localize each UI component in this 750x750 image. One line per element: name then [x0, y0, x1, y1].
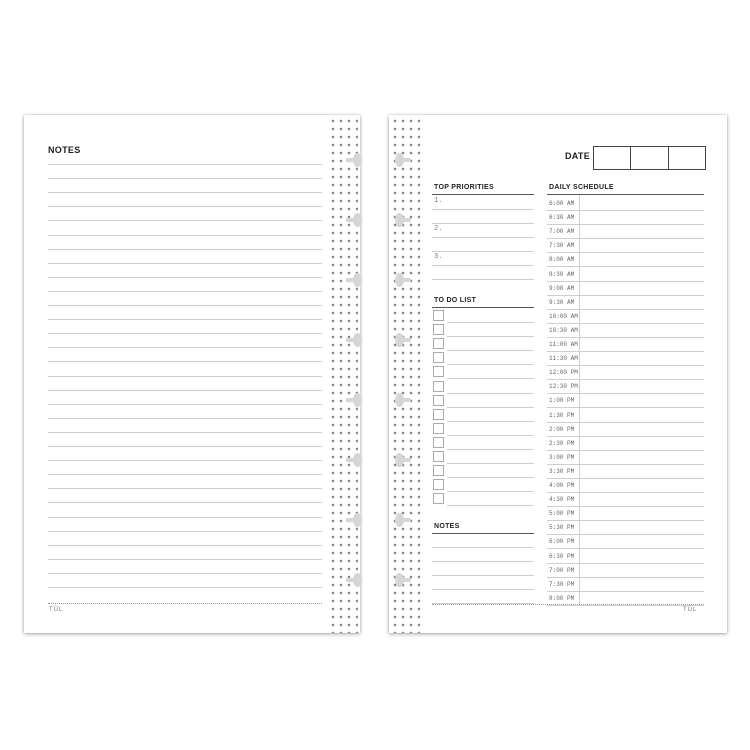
- dot-grid-margin: [328, 115, 358, 633]
- schedule-time: 3:00 PM: [549, 453, 575, 461]
- schedule-line[interactable]: [547, 520, 704, 521]
- to-do-checkbox[interactable]: [433, 479, 444, 490]
- disc-slot: [346, 213, 362, 227]
- ruled-line[interactable]: [48, 333, 322, 334]
- disc-slot: [346, 453, 362, 467]
- daily-schedule-heading: DAILY SCHEDULE: [549, 184, 614, 191]
- ruled-line[interactable]: [48, 376, 322, 377]
- to-do-checkbox[interactable]: [433, 423, 444, 434]
- schedule-line[interactable]: [547, 407, 704, 408]
- schedule-line[interactable]: [547, 422, 704, 423]
- to-do-list-heading: TO DO LIST: [434, 297, 477, 304]
- priority-line[interactable]: [432, 279, 534, 280]
- schedule-line[interactable]: [547, 393, 704, 394]
- schedule-line[interactable]: [547, 478, 704, 479]
- schedule-line[interactable]: [547, 281, 704, 282]
- ruled-line[interactable]: [48, 164, 322, 165]
- to-do-line[interactable]: [447, 491, 534, 492]
- schedule-time: 11:00 AM: [549, 341, 578, 348]
- schedule-line[interactable]: [547, 464, 704, 465]
- schedule-time: 10:00 AM: [549, 312, 578, 320]
- disc-slot: [395, 453, 411, 467]
- priority-number: 1.: [434, 197, 443, 205]
- priority-line[interactable]: [432, 209, 534, 210]
- ruled-line[interactable]: [48, 235, 322, 236]
- schedule-line[interactable]: [547, 450, 704, 451]
- schedule-time: 4:30 PM: [549, 496, 575, 504]
- to-do-checkbox[interactable]: [433, 338, 444, 349]
- to-do-checkbox[interactable]: [433, 493, 444, 504]
- notes-section-rule: [432, 533, 534, 534]
- ruled-line[interactable]: [48, 319, 322, 320]
- to-do-line[interactable]: [447, 350, 534, 351]
- schedule-line[interactable]: [547, 379, 704, 380]
- schedule-time: 4:00 PM: [549, 482, 575, 489]
- schedule-time: 9:30 AM: [549, 298, 575, 306]
- to-do-line[interactable]: [447, 421, 534, 422]
- schedule-time: 7:30 PM: [549, 580, 575, 588]
- priority-line[interactable]: [432, 223, 534, 224]
- disc-slot: [346, 333, 362, 347]
- ruled-line[interactable]: [48, 277, 322, 278]
- disc-slot: [395, 393, 411, 407]
- ruled-line[interactable]: [48, 305, 322, 306]
- ruled-line[interactable]: [48, 390, 322, 391]
- disc-slot: [395, 513, 411, 527]
- top-priorities-rule: [432, 194, 534, 195]
- notes-section-heading: NOTES: [434, 523, 460, 530]
- ruled-line[interactable]: [48, 220, 322, 221]
- schedule-line[interactable]: [547, 210, 704, 211]
- date-cell[interactable]: [631, 147, 668, 169]
- ruled-line[interactable]: [48, 432, 322, 433]
- to-do-line[interactable]: [447, 407, 534, 408]
- schedule-line[interactable]: [547, 224, 704, 225]
- ruled-line[interactable]: [48, 587, 322, 588]
- schedule-line[interactable]: [547, 591, 704, 592]
- to-do-line[interactable]: [447, 505, 534, 506]
- to-do-line[interactable]: [447, 336, 534, 337]
- disc-slot: [346, 513, 362, 527]
- ruled-line[interactable]: [48, 263, 322, 264]
- priority-line[interactable]: [432, 237, 534, 238]
- ruled-line[interactable]: [48, 347, 322, 348]
- ruled-line[interactable]: [48, 545, 322, 546]
- bottom-dotted-line: [48, 603, 322, 604]
- disc-slot: [346, 153, 362, 167]
- schedule-line[interactable]: [547, 492, 704, 493]
- schedule-time: 1:00 PM: [549, 397, 575, 405]
- schedule-line[interactable]: [547, 365, 704, 366]
- schedule-line[interactable]: [547, 238, 704, 239]
- schedule-line[interactable]: [547, 351, 704, 352]
- schedule-line[interactable]: [547, 323, 704, 324]
- to-do-checkbox[interactable]: [433, 381, 444, 392]
- schedule-time: 7:00 PM: [549, 566, 575, 574]
- ruled-line[interactable]: [48, 531, 322, 532]
- schedule-time: 6:00 AM: [549, 200, 575, 207]
- to-do-line[interactable]: [447, 477, 534, 478]
- ruled-line[interactable]: [48, 291, 322, 292]
- to-do-checkbox[interactable]: [433, 437, 444, 448]
- disc-slot: [346, 393, 362, 407]
- ruled-line[interactable]: [48, 404, 322, 405]
- to-do-line[interactable]: [447, 364, 534, 365]
- schedule-time: 5:30 PM: [549, 524, 575, 532]
- schedule-time: 7:30 AM: [549, 242, 575, 250]
- to-do-checkbox[interactable]: [433, 352, 444, 363]
- disc-slot: [346, 273, 362, 287]
- schedule-time: 9:00 AM: [549, 284, 575, 292]
- priority-line[interactable]: [432, 265, 534, 266]
- schedule-line[interactable]: [547, 266, 704, 267]
- schedule-time: 6:00 PM: [549, 538, 575, 546]
- notes-line[interactable]: [432, 575, 534, 576]
- date-label: DATE: [565, 151, 591, 161]
- ruled-line[interactable]: [48, 460, 322, 461]
- to-do-list-rule: [432, 307, 534, 308]
- to-do-checkbox[interactable]: [433, 310, 444, 321]
- date-entry-box[interactable]: [593, 146, 706, 170]
- to-do-checkbox[interactable]: [433, 366, 444, 377]
- schedule-time: 8:00 PM: [549, 594, 575, 602]
- schedule-line[interactable]: [547, 252, 704, 253]
- to-do-line[interactable]: [447, 435, 534, 436]
- notes-line[interactable]: [432, 561, 534, 562]
- ruled-line[interactable]: [48, 361, 322, 362]
- schedule-line[interactable]: [547, 563, 704, 564]
- schedule-line[interactable]: [547, 506, 704, 507]
- daily-schedule-rule: [547, 194, 704, 195]
- top-priorities-heading: TOP PRIORITIES: [434, 184, 494, 191]
- schedule-time: 3:30 PM: [549, 467, 575, 475]
- ruled-line[interactable]: [48, 573, 322, 574]
- schedule-line[interactable]: [547, 436, 704, 437]
- ruled-line[interactable]: [48, 446, 322, 447]
- ruled-line[interactable]: [48, 192, 322, 193]
- disc-slot: [395, 213, 411, 227]
- to-do-line[interactable]: [447, 378, 534, 379]
- to-do-line[interactable]: [447, 449, 534, 450]
- schedule-time: 2:30 PM: [549, 439, 575, 447]
- priority-number: 3.: [434, 253, 443, 261]
- disc-slot: [346, 573, 362, 587]
- schedule-line[interactable]: [547, 548, 704, 549]
- ruled-line[interactable]: [48, 206, 322, 207]
- to-do-checkbox[interactable]: [433, 451, 444, 462]
- schedule-time: 12:00 PM: [549, 369, 578, 377]
- ruled-line[interactable]: [48, 517, 322, 518]
- schedule-line[interactable]: [547, 337, 704, 338]
- schedule-time: 6:30 PM: [549, 552, 575, 560]
- schedule-line[interactable]: [547, 534, 704, 535]
- schedule-time: 1:30 PM: [549, 411, 575, 419]
- ruled-line[interactable]: [48, 502, 322, 503]
- to-do-line[interactable]: [447, 322, 534, 323]
- notes-line[interactable]: [432, 589, 534, 590]
- schedule-time: 10:30 AM: [549, 326, 578, 334]
- schedule-time: 6:30 AM: [549, 214, 575, 222]
- schedule-line[interactable]: [547, 295, 704, 296]
- ruled-line[interactable]: [48, 249, 322, 250]
- to-do-checkbox[interactable]: [433, 395, 444, 406]
- schedule-time: 8:00 AM: [549, 256, 575, 264]
- schedule-time: 12:30 PM: [549, 383, 578, 391]
- date-cell[interactable]: [669, 147, 705, 169]
- to-do-line[interactable]: [447, 393, 534, 394]
- dot-grid-margin: [390, 115, 420, 633]
- priority-line[interactable]: [432, 251, 534, 252]
- ruled-line[interactable]: [48, 178, 322, 179]
- disc-slot: [395, 573, 411, 587]
- to-do-checkbox[interactable]: [433, 465, 444, 476]
- schedule-time: 2:00 PM: [549, 425, 575, 433]
- to-do-checkbox[interactable]: [433, 409, 444, 420]
- notes-page: [24, 115, 360, 633]
- schedule-time: 7:00 AM: [549, 228, 575, 236]
- to-do-line[interactable]: [447, 463, 534, 464]
- schedule-line[interactable]: [547, 309, 704, 310]
- schedule-divider: [579, 195, 580, 605]
- brand-logo: TŪL: [49, 607, 64, 613]
- priority-number: 2.: [434, 225, 443, 233]
- to-do-checkbox[interactable]: [433, 324, 444, 335]
- disc-slot: [395, 333, 411, 347]
- schedule-time: 8:30 AM: [549, 270, 575, 278]
- notes-line[interactable]: [432, 547, 534, 548]
- disc-slot: [395, 153, 411, 167]
- date-cell[interactable]: [594, 147, 631, 169]
- ruled-line[interactable]: [48, 559, 322, 560]
- schedule-line[interactable]: [547, 577, 704, 578]
- disc-slot: [395, 273, 411, 287]
- ruled-line[interactable]: [48, 488, 322, 489]
- schedule-time: 11:30 AM: [549, 355, 578, 363]
- brand-logo: TŪL: [683, 607, 698, 613]
- daily-planner-page: [389, 115, 727, 633]
- notes-heading: NOTES: [48, 145, 81, 155]
- schedule-time: 5:00 PM: [549, 510, 575, 518]
- ruled-line[interactable]: [48, 418, 322, 419]
- ruled-line[interactable]: [48, 474, 322, 475]
- bottom-dotted-line: [432, 604, 704, 605]
